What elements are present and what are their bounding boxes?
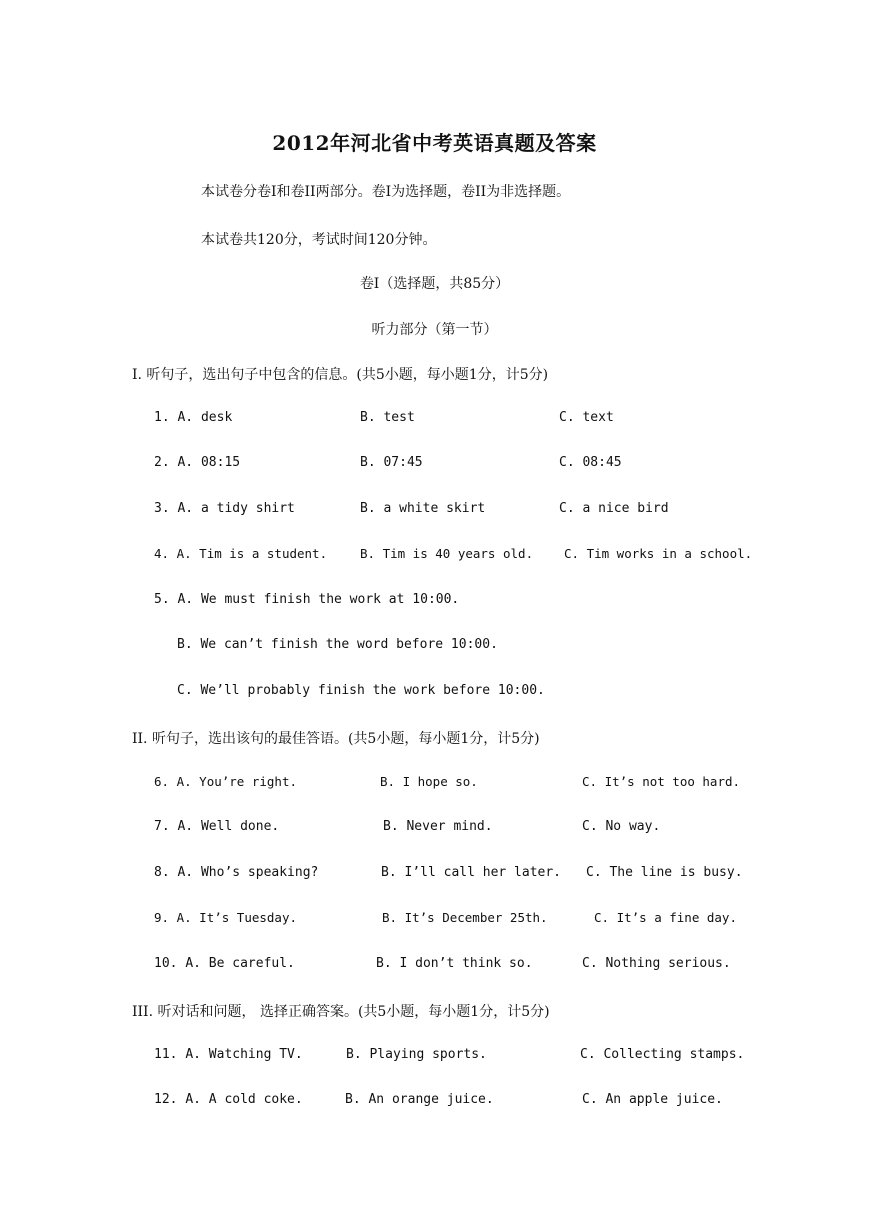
option-c: C. The line is busy. [586, 865, 743, 880]
question-number: 8. [154, 865, 170, 880]
option-b: B. I don’t think so. [376, 956, 533, 971]
question-12 [154, 1092, 303, 1107]
question-number: 7. [154, 819, 170, 834]
section-heading-1: I. 听句子，选出句子中包含的信息。(共5小题，每小题1分，计5分) [132, 367, 549, 383]
option-a: A. Tim is a student. [176, 546, 328, 561]
option-c: C. text [559, 410, 614, 425]
option-a: A. We must finish the work at 10:00. [177, 592, 460, 607]
question-11 [154, 1047, 303, 1062]
question-3 [154, 501, 295, 516]
question-number: 1. [154, 410, 170, 425]
question-number: 6. [154, 774, 170, 789]
option-b: B. Playing sports. [346, 1047, 487, 1062]
question-number: 12. [154, 1092, 178, 1107]
question-number: 5. [154, 592, 170, 607]
option-c: C. No way. [582, 819, 661, 834]
option-a: A. a tidy shirt [177, 501, 295, 516]
option-c: C. a nice bird [559, 501, 669, 516]
option-b: B. test [360, 410, 415, 425]
part-title: 卷I（选择题，共85分） [359, 276, 510, 292]
option-b: B. It’s December 25th. [382, 910, 548, 925]
section-title: 听力部分（第一节） [371, 322, 498, 338]
question-1 [154, 410, 232, 425]
question-7 [154, 819, 279, 834]
question-number: 3. [154, 501, 170, 516]
option-b: B. a white skirt [360, 501, 486, 516]
option-a: A. You’re right. [176, 774, 298, 789]
question-8 [154, 865, 318, 880]
option-a: A. desk [177, 410, 233, 425]
option-c: C. 08:45 [559, 455, 622, 470]
option-a: A. A cold coke. [185, 1092, 303, 1107]
question-number: 9. [154, 910, 170, 925]
option-b: B. We can’t finish the word before 10:00. [177, 637, 498, 652]
option-c: C. We’ll probably finish the work before 10:00. [177, 683, 545, 698]
option-a: A. 08:15 [177, 455, 241, 470]
question-6 [154, 774, 297, 789]
question-4 [154, 546, 327, 561]
option-c: C. Tim works in a school. [564, 546, 753, 561]
option-b: B. I’ll call her later. [381, 865, 562, 880]
section-heading-2: II. 听句子，选出该句的最佳答语。(共5小题，每小题1分，计5分) [132, 731, 540, 747]
option-b: B. Never mind. [383, 819, 493, 834]
option-c: C. An apple juice. [582, 1092, 723, 1107]
intro-line-2: 本试卷共120分，考试时间120分钟。 [201, 232, 437, 248]
option-b: B. 07:45 [360, 455, 423, 470]
option-c: C. Collecting stamps. [580, 1047, 745, 1062]
option-b: B. Tim is 40 years old. [360, 546, 534, 561]
option-c: C. It’s not too hard. [582, 774, 741, 789]
question-10 [154, 956, 295, 971]
question-2 [154, 455, 240, 470]
question-number: 10. [154, 956, 178, 971]
option-c: C. It’s a fine day. [594, 910, 737, 925]
section-heading-3: III. 听对话和问题， 选择正确答案。(共5小题，每小题1分，计5分) [132, 1004, 550, 1020]
question-9 [154, 910, 297, 925]
option-a: A. Be careful. [185, 956, 295, 971]
option-a: A. It’s Tuesday. [176, 910, 298, 925]
question-5 [154, 592, 459, 607]
option-c: C. Nothing serious. [582, 956, 731, 971]
option-a: A. Who’s speaking? [177, 865, 319, 880]
option-a: A. Watching TV. [185, 1047, 303, 1062]
option-b: B. An orange juice. [345, 1092, 494, 1107]
intro-line-1: 本试卷分卷I和卷II两部分。卷I为选择题，卷II为非选择题。 [201, 184, 571, 200]
question-number: 11. [154, 1047, 178, 1062]
question-number: 2. [154, 455, 170, 470]
option-a: A. Well done. [177, 819, 280, 834]
option-b: B. I hope so. [380, 774, 478, 789]
document-title: 2012年河北省中考英语真题及答案 [272, 131, 597, 155]
question-number: 4. [154, 546, 170, 561]
